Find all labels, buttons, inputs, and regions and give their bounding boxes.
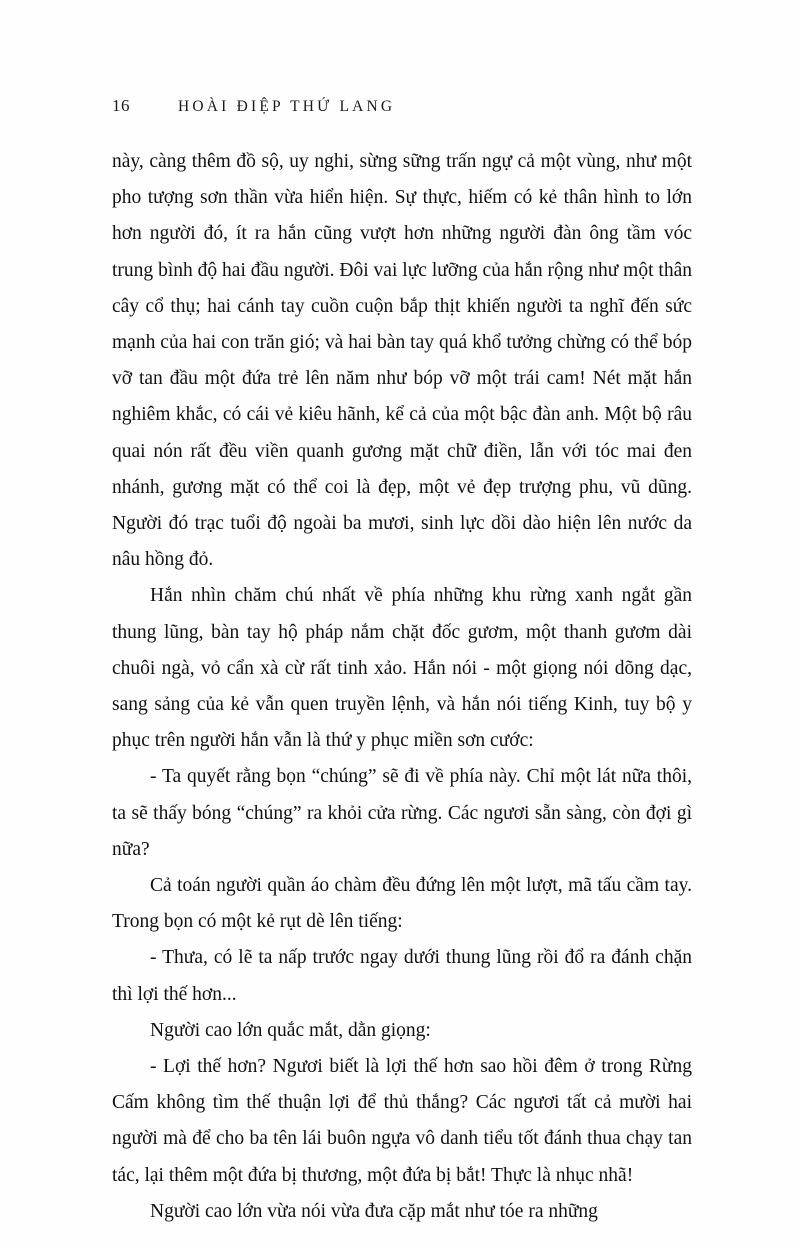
paragraph: này, càng thêm đồ sộ, uy nghi, sừng sững trấn ngự cả một vùng, như một pho tượng sơn thần vừa hiển hiện. Sự thực, hiếm có kẻ thân hình to lớn hơn người đó, ít ra hắn cũng vượt hơn những người đàn ông tầm vóc trung bình độ hai đầu người. Đôi vai lực lưỡng của hắn rộng như một thân cây cổ thụ; hai cánh tay cuồn cuộn bắp thịt khiến người ta nghĩ đến sức mạnh của hai con trăn gió; và hai bàn tay quá khổ tưởng chừng có thể bóp vỡ tan đầu một đứa trẻ lên năm như bóp vỡ một trái cam! Nét mặt hắn nghiêm khắc, có cái vẻ kiêu hãnh, kể cả của một bậc đàn anh. Một bộ râu quai nón rất đều viền quanh gương mặt chữ điền, lẫn với tóc mai đen nhánh, gương mặt có thể coi là đẹp, một vẻ đẹp trượng phu, vũ dũng. Người đó trạc tuổi độ ngoài ba mươi, sinh lực dồi dào hiện lên nước da nâu hồng đỏ.: [112, 151, 692, 571]
paragraph: - Ta quyết rằng bọn “chúng” sẽ đi về phía này. Chỉ một lát nữa thôi, ta sẽ thấy bóng “chúng” ra khỏi cửa rừng. Các ngươi sẵn sàng, còn đợi gì nữa?: [112, 766, 692, 860]
paragraph: - Lợi thế hơn? Ngươi biết là lợi thế hơn sao hồi đêm ở trong Rừng Cấm không tìm thế thuận lợi để thủ thắng? Các ngươi tất cả mười hai người mà để cho ba tên lái buôn ngựa vô danh tiểu tốt đánh thua chạy tan tác, lại thêm một đứa bị thương, một đứa bị bắt! Thực là nhục nhã!: [112, 1056, 692, 1186]
page-number: 16: [112, 96, 130, 115]
paragraph: Người cao lớn quắc mắt, dằn giọng:: [150, 1019, 431, 1041]
body-text: [112, 144, 692, 1230]
page-content: [112, 96, 692, 1230]
paragraph: - Thưa, có lẽ ta nấp trước ngay dưới thung lũng rồi đổ ra đánh chặn thì lợi thế hơn...: [112, 947, 692, 1005]
paragraph: Cả toán người quần áo chàm đều đứng lên một lượt, mã tấu cầm tay. Trong bọn có một kẻ rụt dè lên tiếng:: [112, 875, 692, 933]
paragraph: Người cao lớn vừa nói vừa đưa cặp mắt như tóe ra những: [150, 1200, 598, 1222]
running-head-title: HOÀI ĐIỆP THỨ LANG: [178, 98, 396, 115]
running-head: [112, 96, 692, 122]
paragraph: Hắn nhìn chăm chú nhất về phía những khu rừng xanh ngắt gần thung lũng, bàn tay hộ pháp nắm chặt đốc gươm, một thanh gươm dài chuôi ngà, vỏ cẩn xà cừ rất tinh xảo. Hắn nói - một giọng nói dõng dạc, sang sảng của kẻ vẫn quen truyền lệnh, và hắn nói tiếng Kinh, tuy bộ y phục trên người hắn vẫn là thứ y phục miền sơn cước:: [112, 585, 692, 752]
